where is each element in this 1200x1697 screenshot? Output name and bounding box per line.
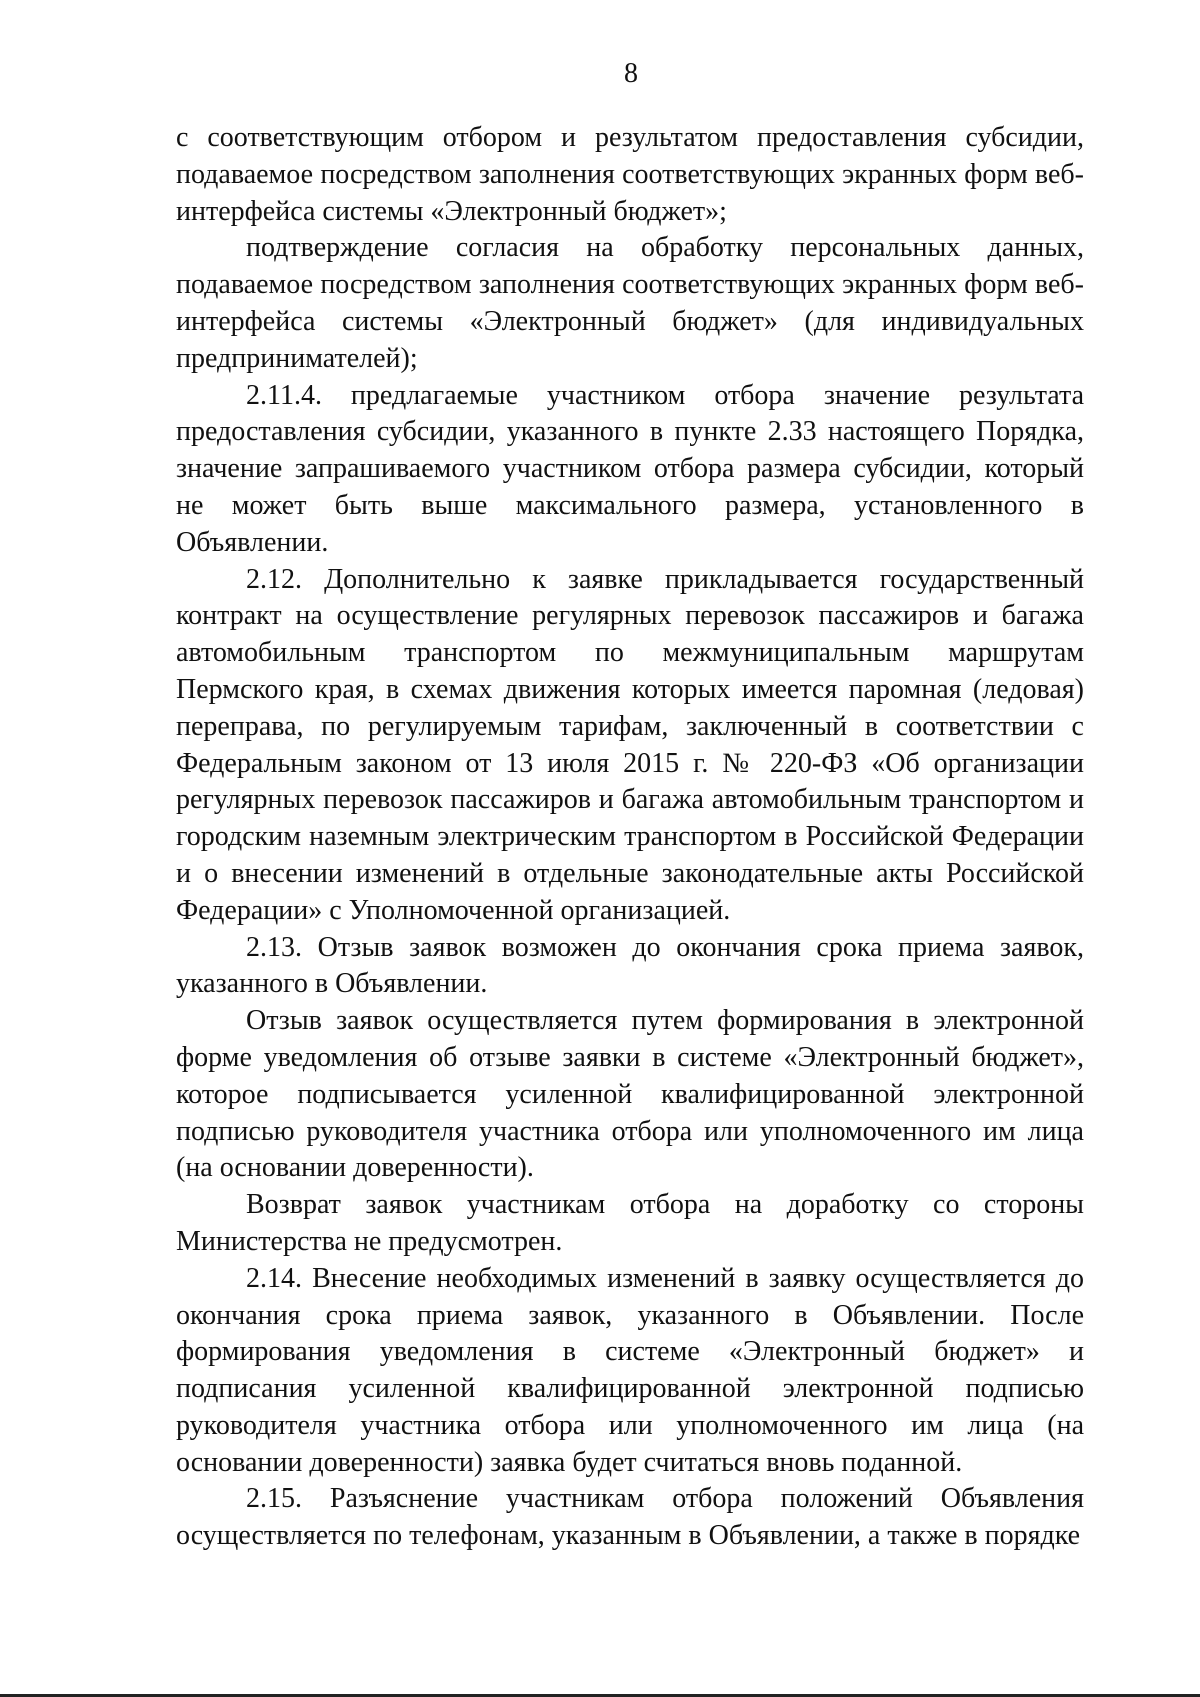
document-body <box>176 120 1084 1555</box>
paragraph: подтверждение согласия на обработку персональных данных, подаваемое посредством заполнения соответствующих экранных форм веб-интерфейса системы «Электронный бюджет» (для индивидуальных предпринимателей); <box>176 232 1084 374</box>
paragraph: 2.12. Дополнительно к заявке прикладывается государственный контракт на осуществление регулярных перевозок пассажиров и багажа автомобильным транспортом по межмуниципальным маршрутам Пермского края, в схемах движения которых имеется паромная (ледовая) переправа, по регулируемым тарифам, заключенный в соответствии с Федеральным законом от 13 июля 2015 г. № 220-ФЗ «Об организации регулярных перевозок пассажиров и багажа автомобильным транспортом и городским наземным электрическим транспортом в Российской Федерации и о внесении изменений в отдельные законодательные акты Российской Федерации» с Уполномоченной организацией. <box>176 563 1084 926</box>
paragraph: с соответствующим отбором и результатом предоставления субсидии, подаваемое посредством заполнения соответствующих экранных форм веб-интерфейса системы «Электронный бюджет»; <box>176 122 1084 227</box>
paragraph: Отзыв заявок осуществляется путем формирования в электронной форме уведомления об отзыве заявки в системе «Электронный бюджет», которое подписывается усиленной квалифицированной электронной подписью руководителя участника отбора или уполномоченного им лица (на основании доверенности). <box>176 1005 1084 1184</box>
paragraph: 2.13. Отзыв заявок возможен до окончания срока приема заявок, указанного в Объявлении. <box>176 931 1084 1000</box>
paragraph: Возврат заявок участникам отбора на доработку со стороны Министерства не предусмотрен. <box>176 1189 1084 1257</box>
paragraph: 2.14. Внесение необходимых изменений в заявку осуществляется до окончания срока приема заявок, указанного в Объявлении. После формирования уведомления в системе «Электронный бюджет» и подписания усиленной квалифицированной электронной подписью руководителя участника отбора или уполномоченного им лица (на основании доверенности) заявка будет считаться вновь поданной. <box>176 1262 1084 1478</box>
page-number: 8 <box>624 58 638 89</box>
paragraph: 2.11.4. предлагаемые участником отбора значение результата предоставления субсидии, указанного в пункте 2.33 настоящего Порядка, значение запрашиваемого участником отбора размера субсидии, который не может быть выше максимального размера, установленного в Объявлении. <box>176 379 1084 558</box>
paragraph: 2.15. Разъяснение участникам отбора положений Объявления осуществляется по телефонам, указанным в Объявлении, а также в порядке <box>176 1483 1084 1552</box>
